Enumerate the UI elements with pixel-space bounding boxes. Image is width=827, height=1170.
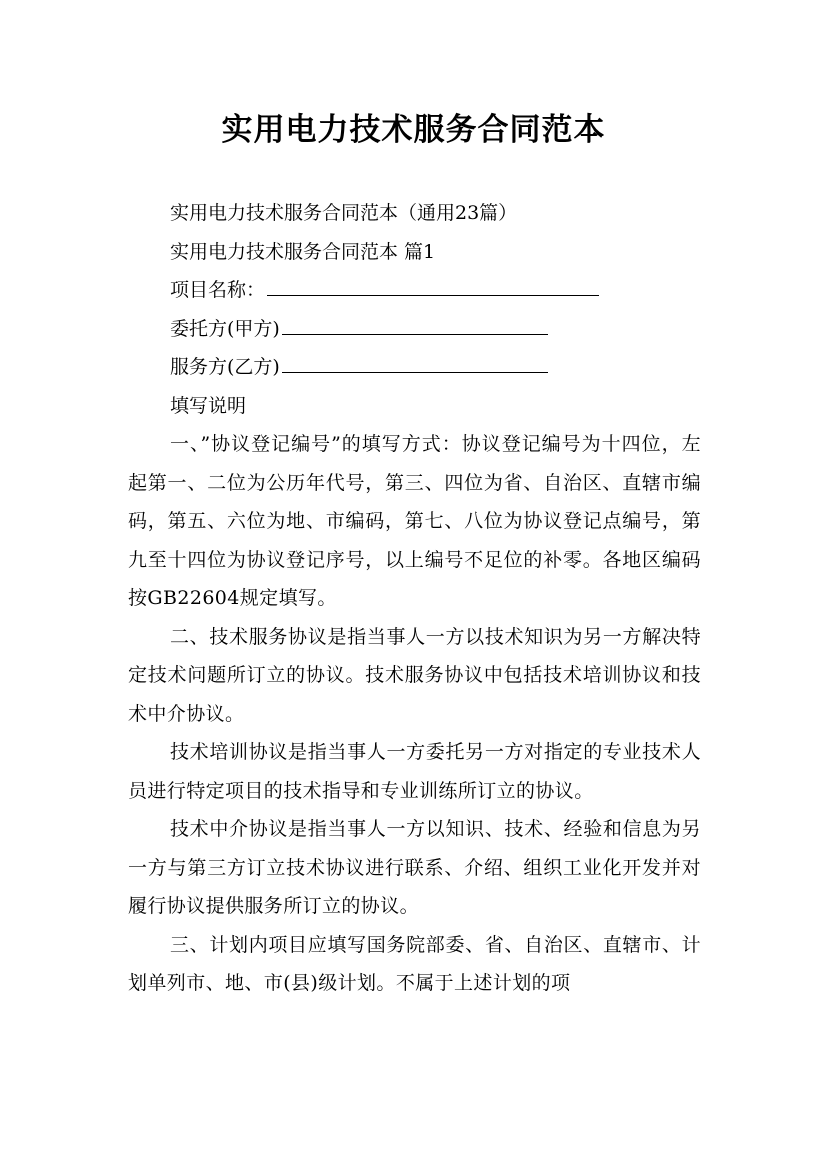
fill-instructions-heading: 填写说明 (170, 394, 247, 417)
client-blank[interactable] (282, 310, 548, 335)
section-heading: 实用电力技术服务合同范本 篇1 (170, 240, 436, 263)
project-name-blank[interactable] (267, 271, 599, 296)
document-body (128, 194, 701, 1003)
field-label: 服务方(乙方) (170, 356, 280, 378)
field-label: 委托方(甲方) (170, 317, 280, 340)
paragraph-5: 三、计划内项目应填写国务院部委、省、自治区、直辖市、计划单列市、地、市(县)级计划。不属于上述计划的项 (128, 933, 701, 994)
paragraph-2: 二、技术服务协议是指当事人一方以技术知识为另一方解决特定技术问题所订立的协议。技术服务协议中包括技术培训协议和技术中介协议。 (128, 625, 701, 725)
field-label: 项目名称： (170, 279, 266, 301)
field-provider (128, 348, 701, 387)
field-project-name (128, 271, 701, 310)
paragraph-4: 技术中介协议是指当事人一方以知识、技术、经验和信息为另一方与第三方订立技术协议进行联系、介绍、组织工业化开发并对履行协议提供服务所订立的协议。 (128, 818, 701, 917)
paragraph-1: 一、”协议登记编号”的填写方式：协议登记编号为十四位，左起第一、二位为公历年代号，第三、四位为省、自治区、直辖市编码，第五、六位为地、市编码，第七、八位为协议登记点编号，第九至十四位为协议登记序号，以上编号不足位的补零。各地区编码按GB22604规定填写。 (128, 433, 701, 609)
paragraph-3: 技术培训协议是指当事人一方委托另一方对指定的专业技术人员进行特定项目的技术指导和专业训练所订立的协议。 (128, 741, 701, 802)
provider-blank[interactable] (282, 348, 548, 373)
field-client (128, 310, 701, 349)
document-title: 实用电力技术服务合同范本 (221, 112, 606, 148)
subtitle: 实用电力技术服务合同范本（通用23篇） (170, 202, 518, 224)
